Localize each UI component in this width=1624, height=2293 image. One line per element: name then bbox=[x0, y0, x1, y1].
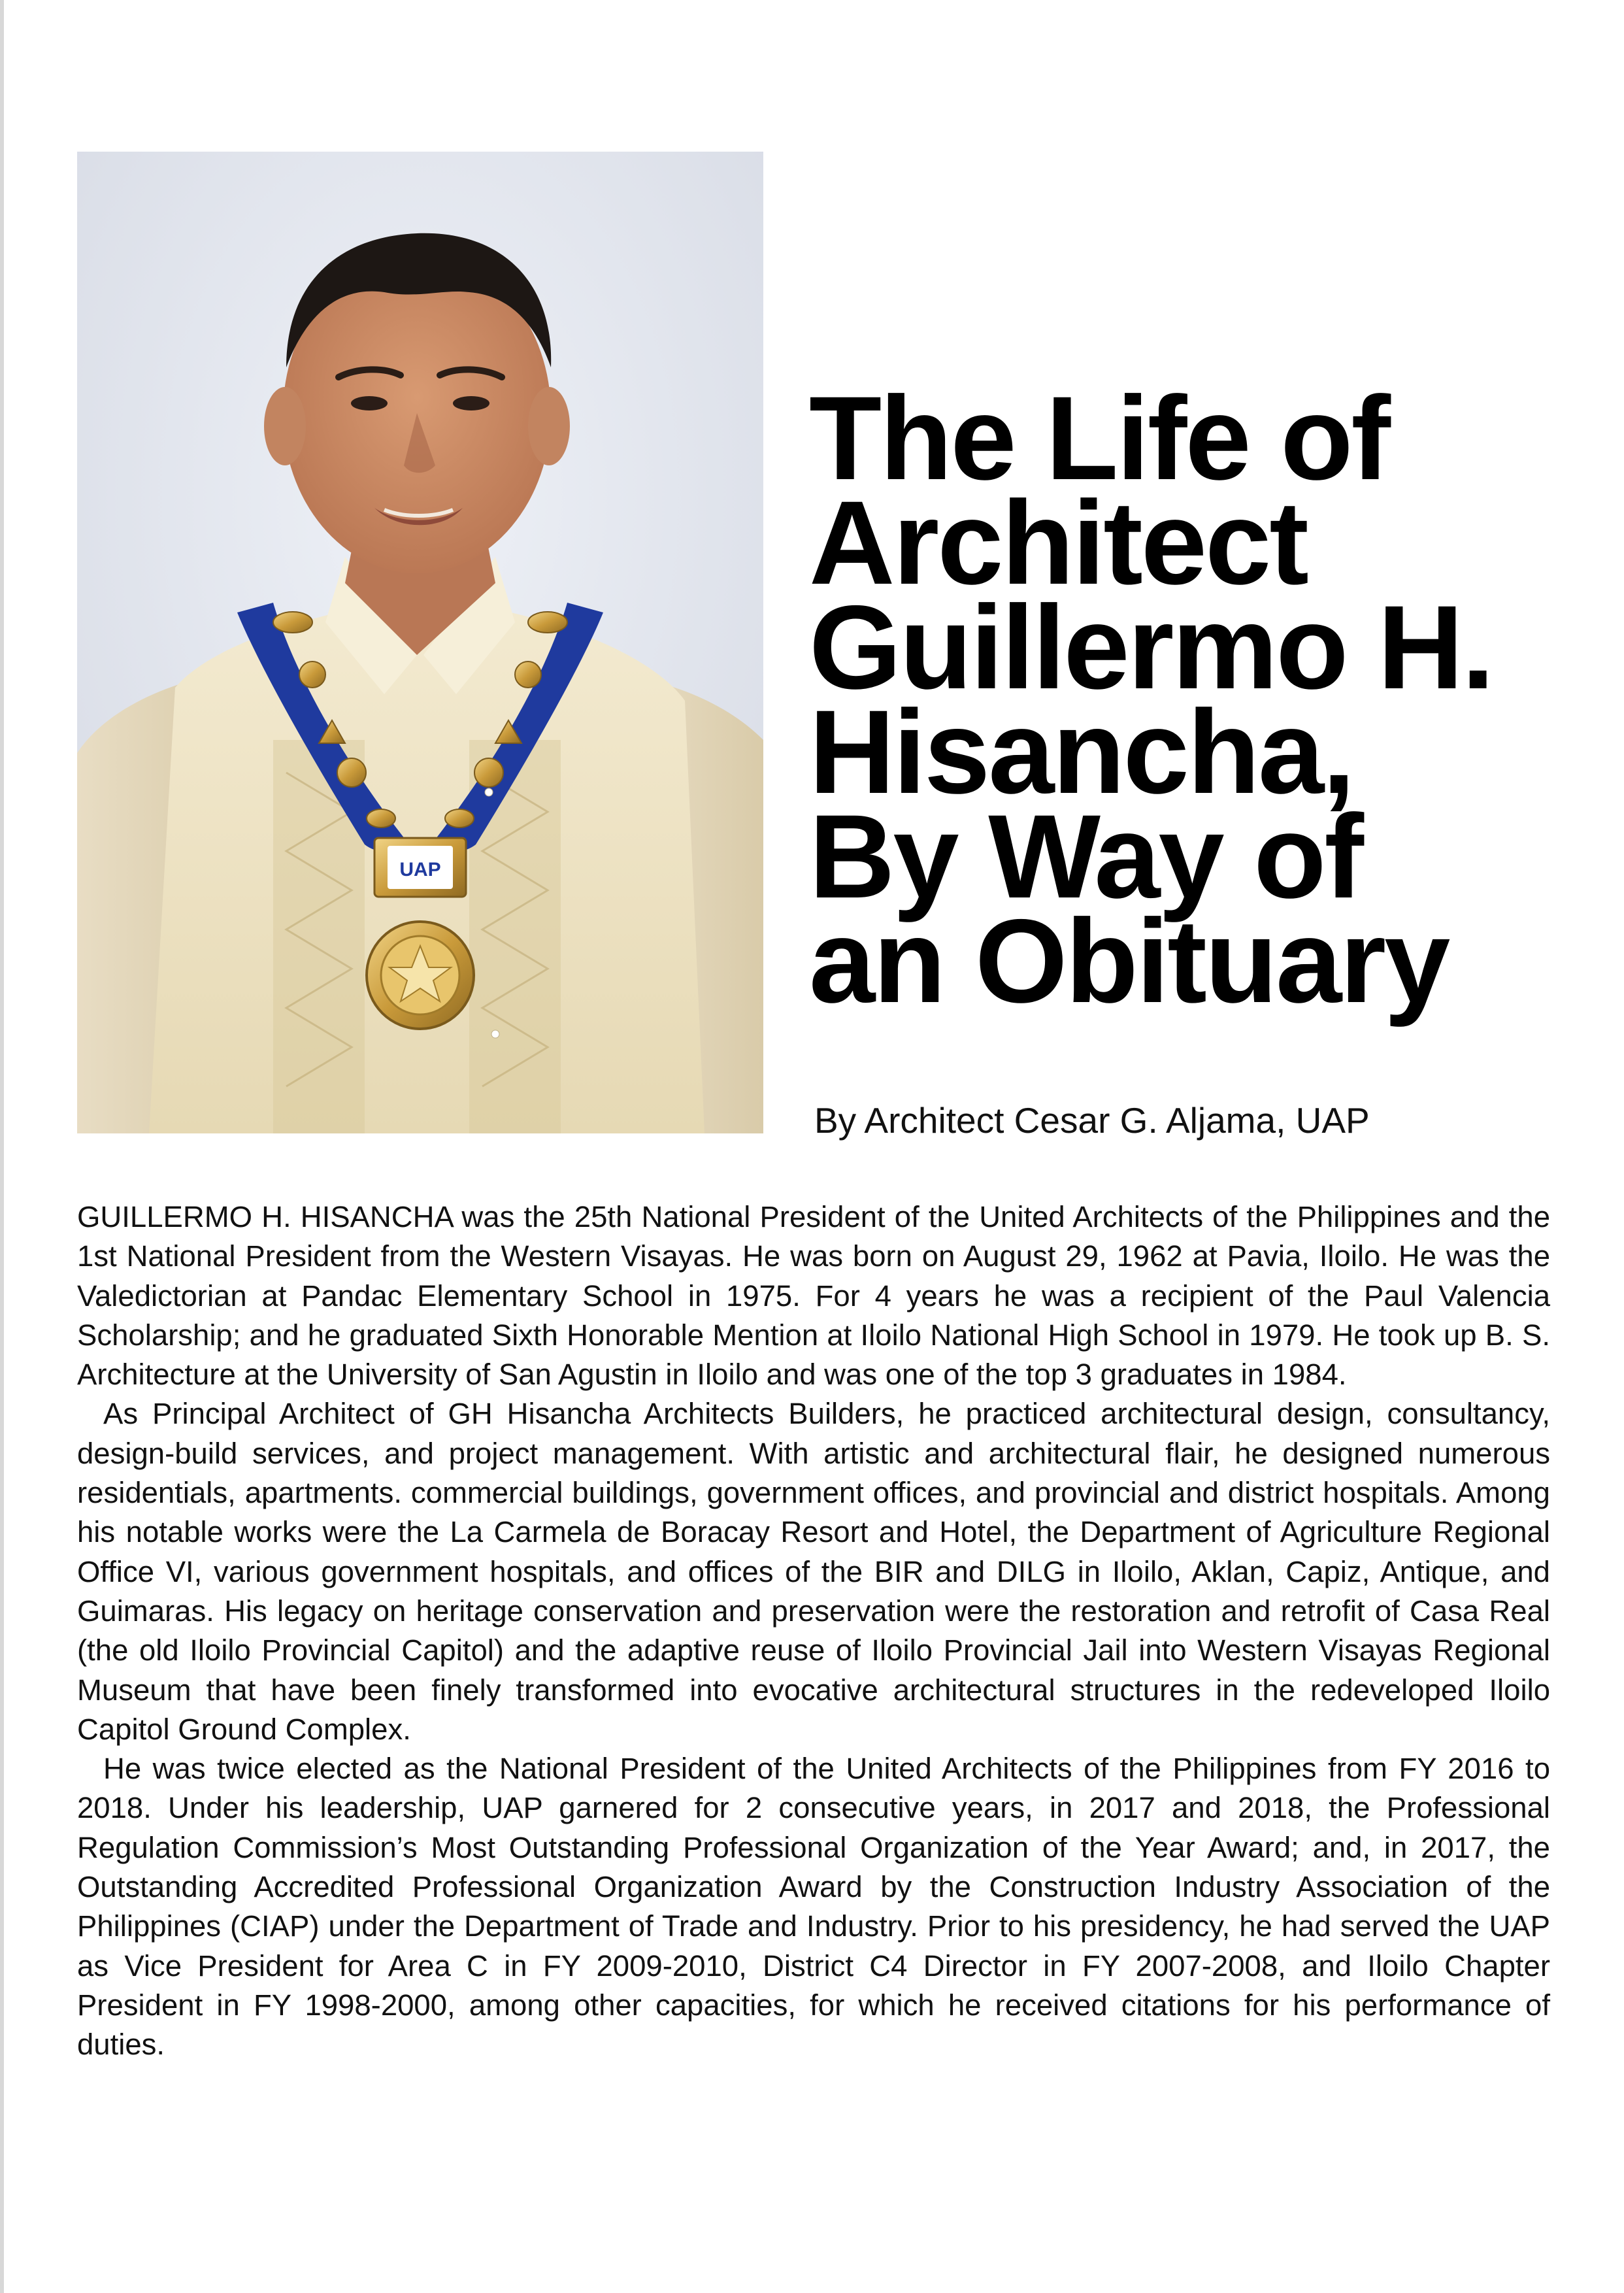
page-edge bbox=[0, 0, 4, 2293]
title-line: Guillermo H. bbox=[809, 580, 1493, 714]
paragraph: GUILLERMO H. HISANCHA was the 25th National President of the United Architects of the Philippines and the 1st National President from the Western Visayas. He was born on August 29, 1962 at Pavia, Iloilo. He was the Valedictorian at Pandac Elementary School in 1975. For 4 years he was a recipient of the Paul Valencia Scholarship; and he graduated Sixth Honorable Mention at Iloilo National High School in 1979. He took up B. S. Architecture at the University of San Agustin in Iloilo and was one of the top 3 graduates in 1984. bbox=[77, 1200, 1550, 1392]
article-body bbox=[77, 1197, 1550, 2065]
paragraph: He was twice elected as the National President of the United Architects of the Philippines from FY 2016 to 2018. Under his leadership, UAP garnered for 2 consecutive years, in 2017 and 2018, the Professional Regulation Commission’s Most Outstanding Professional Organization of the Year Award; and, in 2017, the Outstanding Accredited Professional Organization Award by the Construction Industry Association of the Philippines (CIAP) under the Department of Trade and Industry. Prior to his presidency, he had served the UAP as Vice President for Area C in FY 2009-2010, District C4 Director in FY 2007-2008, and Iloilo Chapter President in FY 1998-2000, among other capacities, for which he received citations for his performance of duties. bbox=[77, 1752, 1550, 2062]
title-line: an Obituary bbox=[809, 894, 1449, 1028]
article-title bbox=[809, 371, 1613, 1028]
medal-emblem: UAP bbox=[399, 859, 441, 880]
paragraph: As Principal Architect of GH Hisancha Architects Builders, he practiced architectural design, consultancy, design-build services, and project management. With artistic and architectural flair, he designed numerous residentials, apartments. commercial buildings, government offices, and provincial and district hospitals. Among his notable works were the La Carmela de Boracay Resort and Hotel, the Department of Agriculture Regional Office VI, various government hospitals, and offices of the BIR and DILG in Iloilo, Aklan, Capiz, Antique, and Guimaras. His legacy on heritage conservation and preservation were the restoration and retrofit of Casa Real (the old Iloilo Provincial Capitol) and the adaptive reuse of Iloilo Provincial Jail into Western Visayas Regional Museum that have been finely transformed into evocative architectural structures in the redeveloped Iloilo Capitol Ground Complex. bbox=[77, 1397, 1550, 1746]
title-line: Architect bbox=[809, 476, 1307, 609]
author-byline: By Architect Cesar G. Aljama, UAP bbox=[814, 1100, 1370, 1141]
title-line: Hisancha, bbox=[809, 685, 1353, 818]
title-line: By Way of bbox=[809, 790, 1363, 923]
portrait-photo bbox=[77, 152, 763, 1133]
title-line: The Life of bbox=[809, 371, 1389, 505]
